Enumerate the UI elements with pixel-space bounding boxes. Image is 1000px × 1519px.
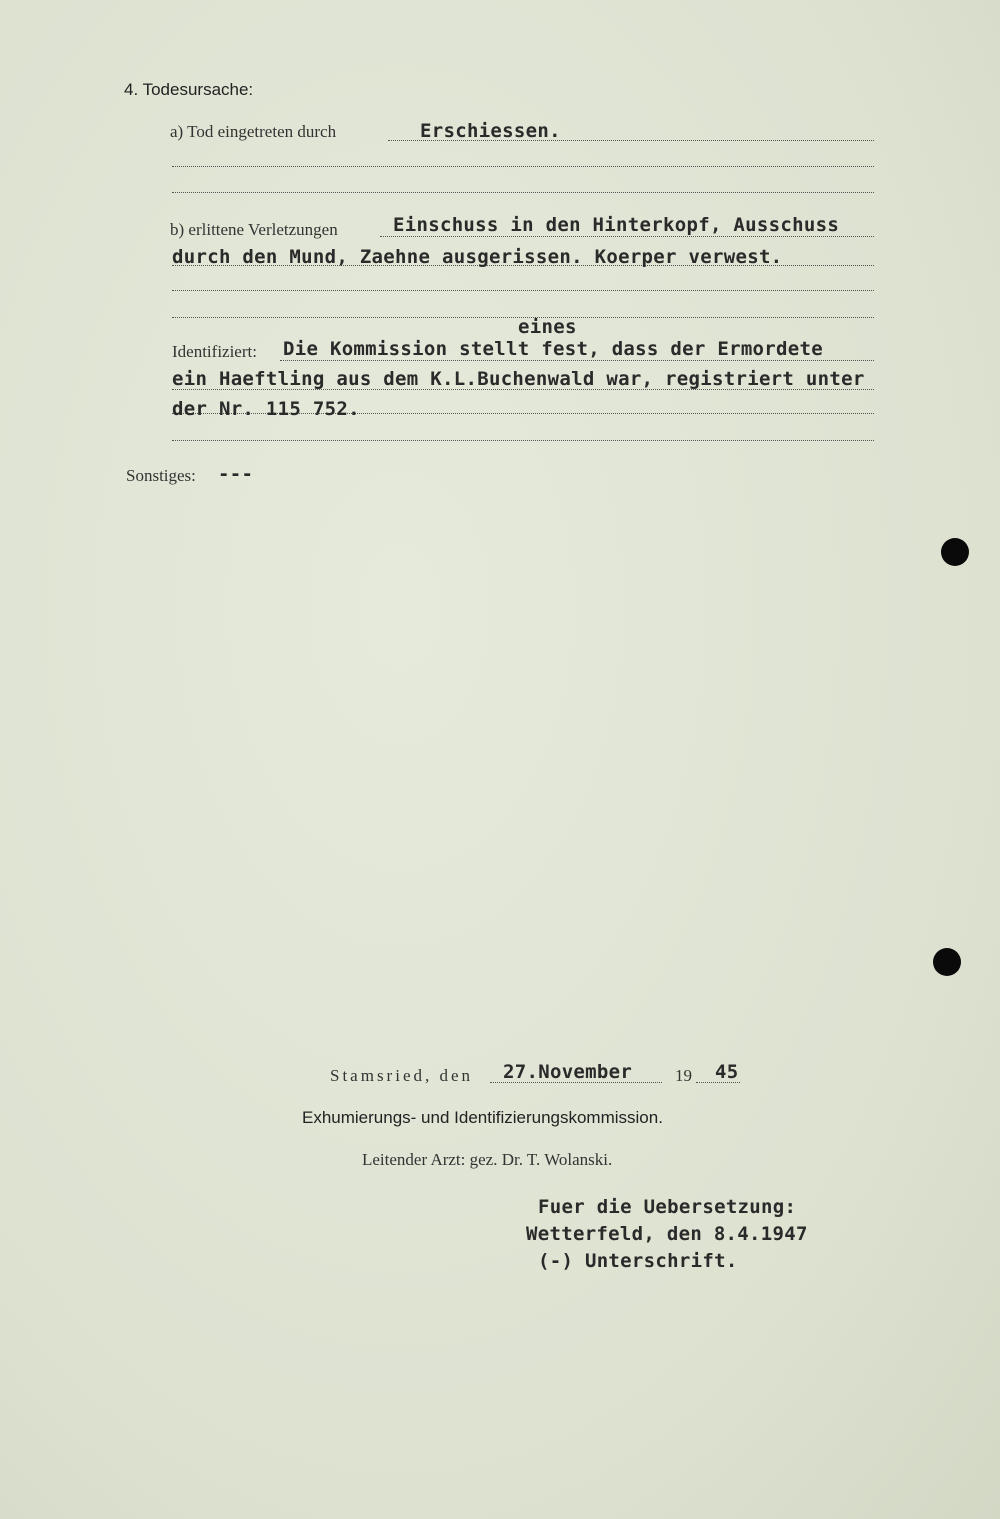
translation-line-1: Fuer die Uebersetzung:: [538, 1196, 797, 1218]
year-prefix: 19: [675, 1066, 692, 1085]
section-heading: 4. Todesursache:: [124, 80, 254, 99]
translation-line-3: (-) Unterschrift.: [538, 1250, 738, 1272]
translation-line-2: Wetterfeld, den 8.4.1947: [526, 1223, 808, 1245]
identification-line-2: ein Haeftling aus dem K.L.Buchenwald war, registriert unter: [172, 368, 865, 390]
dotted-line: [172, 192, 874, 193]
injuries-label: b) erlittene Verletzungen: [170, 220, 338, 239]
doctor-signature: Leitender Arzt: gez. Dr. T. Wolanski.: [362, 1150, 613, 1169]
dotted-line: [172, 440, 874, 441]
other-value: ---: [218, 463, 254, 485]
death-cause-value: Erschiessen.: [420, 120, 561, 142]
identification-line-3: der Nr. 115 752.: [172, 398, 360, 420]
date-value: 27.November: [503, 1061, 633, 1083]
dotted-line: [172, 290, 874, 291]
identification-label: Identifiziert:: [172, 342, 257, 361]
identification-insertion: eines: [518, 316, 577, 338]
death-cause-label: a) Tod eingetreten durch: [170, 122, 337, 141]
place-prefix: Stamsried, den: [330, 1066, 474, 1085]
injuries-line-1: Einschuss in den Hinterkopf, Ausschuss: [393, 214, 840, 236]
commission-name: Exhumierungs- und Identifizierungskommission.: [302, 1108, 663, 1127]
punch-hole: [941, 538, 969, 566]
injuries-line-2: durch den Mund, Zaehne ausgerissen. Koerper verwest.: [172, 246, 783, 268]
dotted-line: [380, 236, 874, 237]
identification-line-1: Die Kommission stellt fest, dass der Ermordete: [283, 338, 823, 360]
other-label: Sonstiges:: [126, 466, 196, 485]
punch-hole: [933, 948, 961, 976]
year-suffix: 45: [715, 1061, 739, 1083]
dotted-line: [280, 360, 874, 361]
dotted-line: [172, 166, 874, 167]
